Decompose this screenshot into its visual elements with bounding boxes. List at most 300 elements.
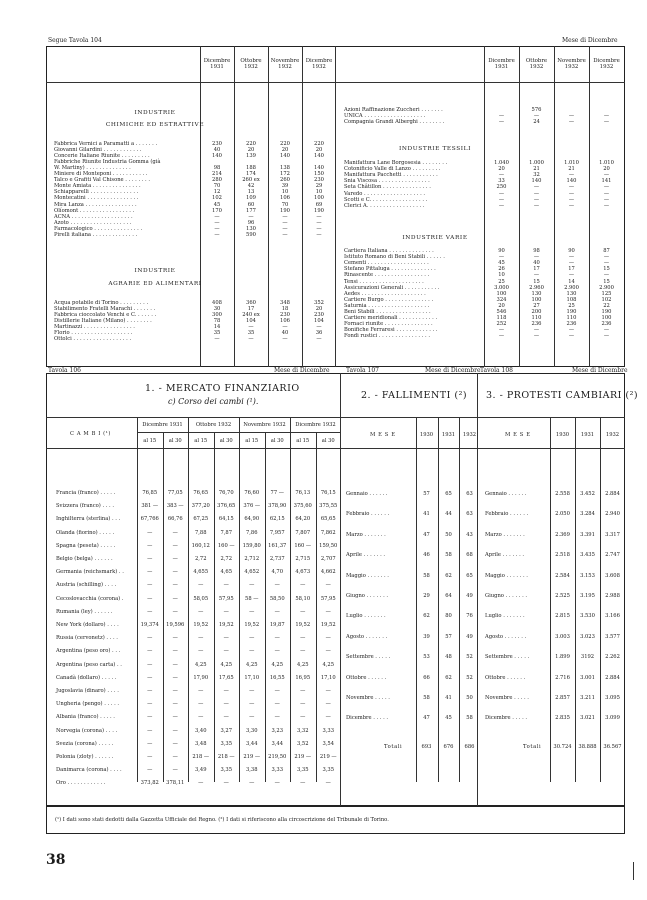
cambi-cell: — — [147, 754, 153, 760]
top-header-rule — [46, 82, 625, 83]
table-cell: 280 — [212, 177, 222, 184]
table-row-label: Cotonificio Valle di Lanzo . . . . . . . . . — [344, 166, 441, 173]
cambi-col-sub: al 30 — [168, 438, 182, 444]
cambi-cell: 3,48 — [194, 740, 207, 747]
section3-cell: 2.835 — [555, 715, 570, 722]
s3-mese-label: M E S E — [505, 432, 531, 438]
section2-cell: 58 — [423, 572, 430, 579]
section2-col-rule — [459, 417, 460, 782]
table-cell: 102 — [212, 195, 222, 202]
cambi-cell: — — [147, 701, 153, 708]
cambi-cell: 4,70 — [271, 569, 284, 576]
table-cell: 40 — [281, 330, 289, 337]
cambi-cell: 58,50 — [269, 595, 285, 602]
section2-cell: 39 — [423, 633, 430, 640]
cambi-cell: — — [198, 714, 204, 721]
section3-month-label: Marzo . . . . . . . — [485, 531, 525, 538]
table-cell: 250 — [496, 184, 507, 191]
cambi-cell: 17,90 — [193, 674, 209, 681]
table-cell: — — [603, 333, 610, 340]
section3-cell: 2.525 — [555, 593, 570, 599]
table-cell: 15 — [533, 278, 540, 285]
table-cell: 12 — [213, 189, 221, 196]
cambi-row-label: Argentina (peso oro) . . . — [56, 648, 121, 655]
section3-cell: 3.391 — [580, 531, 595, 538]
table-cell: — — [498, 202, 505, 209]
right-col-header: Novembre 1932 — [557, 58, 586, 71]
table-cell: 10 — [315, 189, 323, 196]
cambi-cell: — — [325, 648, 331, 655]
cambi-cell: 19,87 — [269, 622, 285, 628]
section3-col-rule — [600, 417, 601, 782]
table-cell: 1.000 — [529, 160, 544, 166]
cambi-cell: 7,88 — [194, 529, 207, 536]
table-cell: 190 — [601, 309, 612, 315]
table-row-label: Florio . . . . . . . . . . . . . . . . . . . — [54, 330, 133, 337]
section3-month-label: Ottobre . . . . . . — [485, 674, 526, 681]
table-cell: 39 — [281, 183, 289, 190]
table-cell: 236 — [601, 321, 612, 328]
cambi-cell: — — [172, 595, 178, 602]
section3-cell: 2.747 — [605, 552, 620, 559]
table-cell: 230 — [314, 177, 324, 184]
table-cell: 200 — [531, 309, 542, 315]
cambi-row-label: Belgio (belga) . . . . . . — [56, 556, 113, 562]
cambi-cell: 16,95 — [295, 674, 311, 681]
cambi-cell: 2,737 — [269, 556, 285, 562]
cambi-col-sub: al 15 — [143, 438, 157, 444]
section3-month-label: Dicembre . . . . . — [485, 715, 528, 722]
table-cell: 98 — [533, 248, 540, 254]
table-row-label: Pirelli italiana . . . . . . . . . . . . . . — [54, 231, 138, 238]
table-cell: 190 — [566, 309, 577, 315]
table-row-label: Fornaci riunite . . . . . . . . . . . . . . . — [344, 321, 433, 328]
table-row-label: ACNA . . . . . . . . . . . . . . . . . . . — [54, 213, 133, 220]
table-cell: 100 — [531, 296, 542, 303]
table-cell: 1.010 — [599, 160, 614, 166]
table-cell: — — [282, 324, 288, 331]
section2-cell: 49 — [466, 633, 473, 640]
table-row-label: Monte Amiata . . . . . . . . . . . . . . . — [54, 183, 141, 190]
cambi-cell: — — [172, 727, 178, 734]
cambi-cell: 383 — — [166, 503, 184, 510]
cambi-cell: — — [198, 635, 204, 642]
cambi-cell: — — [198, 582, 204, 589]
table-cell: 140 — [531, 178, 542, 185]
table-row-label: Farmacologico . . . . . . . . . . . . . . . — [54, 225, 143, 232]
table-cell: — — [568, 196, 575, 203]
table-cell: 69 — [315, 201, 323, 208]
cambi-cell: — — [325, 608, 331, 615]
table-cell: 150 — [314, 171, 324, 178]
cambi-cell: 378,90 — [268, 503, 287, 510]
table-cell: 348 — [280, 300, 290, 306]
cambi-row-label: Olanda (fiorino) . . . . . — [56, 529, 115, 536]
table-cell: — — [603, 254, 610, 261]
table-cell: — — [568, 190, 575, 197]
section3-cell: 3.452 — [580, 491, 595, 497]
section3-month-label: Novembre . . . . . — [485, 695, 529, 701]
table-cell: 188 — [246, 165, 256, 172]
cambi-cell: — — [198, 608, 204, 615]
table-row-label: Fabbrica Vernici a Paramatti a . . . . . . . — [54, 141, 158, 147]
cambi-cell: 19,596 — [166, 622, 185, 628]
cambi-cell: 375,60 — [293, 503, 312, 510]
cambi-cell: — — [274, 648, 280, 655]
cambi-row-label: Albania (franco) . . . . . — [56, 714, 115, 721]
cambi-row-label: Francia (franco) . . . . . — [56, 490, 116, 496]
section3-cell: 3.317 — [605, 531, 620, 538]
cambi-cell: — — [223, 608, 229, 615]
table-cell: 140 — [280, 153, 290, 160]
cambi-cell: — — [172, 608, 178, 615]
section3-month-label: Febbraio . . . . . . — [485, 511, 529, 518]
cambi-cell: — — [223, 701, 229, 708]
section3-totali-cell: 36.567 — [603, 743, 622, 750]
section3-cell: 3.099 — [605, 715, 620, 722]
cambi-row-label: Rumania (ley) . . . . . . — [56, 608, 113, 615]
cambi-cell: — — [249, 701, 255, 708]
table-cell: 240 ex — [242, 312, 260, 319]
table-row-label: Fabbrica cioccolato Venchi e C. . . . . . . — [54, 312, 157, 319]
section3-month-label: Settembre . . . . . — [485, 654, 530, 661]
cambi-cell: — — [172, 529, 178, 536]
cambi-cell: 159,80 — [242, 542, 261, 549]
table-cell: — — [603, 260, 610, 267]
table-cell: 352 — [314, 300, 324, 306]
cambi-cell: 218 — — [217, 754, 235, 760]
cambi-cell: 4,655 — [193, 569, 209, 576]
table-cell: — — [533, 184, 540, 191]
cambi-cell: 3,38 — [245, 767, 258, 774]
cambi-cell: — — [172, 648, 178, 655]
cambi-col-group: Ottobre 1932 — [195, 422, 232, 428]
section3-cell: 3.153 — [580, 572, 595, 579]
table-cell: — — [603, 172, 610, 179]
table-row-label: Azioni Raffinazione Zuccheri . . . . . . . — [344, 107, 443, 113]
table-cell: — — [533, 327, 540, 334]
cambi-cell: — — [300, 635, 306, 642]
table-cell: 172 — [280, 171, 290, 178]
table-cell: 45 — [498, 260, 505, 267]
cambi-row-label: Svezia (corona) . . . . . — [56, 740, 114, 747]
cambi-row-label: Norvegia (corona) . . . . — [56, 727, 118, 734]
cambi-row-label: Argentina (peso carta) . . — [56, 661, 122, 668]
section2-year-header: 1930 — [419, 432, 434, 438]
cambi-row-label: Austria (schilling) . . . . — [56, 582, 117, 589]
cambi-row-label: New York (dollaro) . . . . — [56, 622, 119, 628]
section-heading-chimiche-2: CHIMICHE ED ESTRATTIVE — [105, 122, 205, 128]
table-cell: 29 — [315, 183, 323, 190]
cambi-cell: — — [172, 569, 178, 576]
cambi-cell: — — [249, 714, 255, 721]
table-row-label: Manifattura Lane Borgosesia . . . . . . . . — [344, 160, 448, 166]
section3-month-label: Maggio . . . . . . . — [485, 572, 528, 579]
table-cell: — — [316, 231, 322, 238]
table-row-label: Concerie Italiane Riunite . . . . . . . . . — [54, 153, 150, 160]
cambi-cell: 19,52 — [244, 622, 260, 628]
table-cell: 546 — [496, 309, 507, 315]
table-cell: 20 — [281, 147, 289, 154]
cambi-col-sub: al 30 — [219, 438, 233, 444]
cambi-cell: 62,15 — [269, 516, 285, 523]
table-cell: 24 — [533, 119, 540, 126]
section-heading-agrarie-2: AGRARIE ED ALIMENTARI — [108, 281, 202, 287]
cambi-cell: 76,65 — [193, 490, 209, 496]
cambi-cell: — — [172, 661, 178, 668]
cambi-col-sub: al 15 — [194, 438, 208, 444]
table-cell: — — [533, 333, 540, 340]
table-cell: 140 — [314, 153, 324, 160]
section2-cell: 47 — [423, 531, 430, 538]
table-cell: 10 — [498, 272, 505, 279]
cambi-cell: — — [147, 569, 153, 576]
table-cell: — — [603, 113, 610, 120]
cambi-cell: — — [147, 727, 153, 734]
table-cell: 20 — [498, 166, 505, 173]
cambi-cell: — — [198, 648, 204, 655]
cambi-row-label: Danimarca (corona) . . . . — [56, 767, 122, 774]
cambi-cell: 3,44 — [245, 740, 258, 747]
cambi-cell: — — [249, 608, 255, 615]
table-cell: — — [498, 190, 505, 197]
table-cell: 140 — [566, 178, 577, 185]
table-cell: 230 — [212, 141, 222, 147]
table-cell: — — [316, 225, 322, 232]
cambi-cell: 64,15 — [218, 516, 234, 523]
table-cell: — — [533, 272, 540, 279]
table-cell: 96 — [247, 219, 255, 226]
cambi-cell: — — [325, 701, 331, 708]
table-cell: 2.900 — [564, 284, 579, 291]
table-cell: 18 — [281, 306, 289, 313]
section2-totali-cell: 693 — [421, 743, 432, 750]
cambi-cell: — — [147, 608, 153, 615]
cambi-cell: 3,30 — [245, 727, 258, 734]
table-cell: 220 — [314, 141, 324, 147]
table-row-label: Olíomont . . . . . . . . . . . . . . . . . — [54, 207, 135, 214]
section2-cell: 76 — [466, 613, 473, 620]
table-row-label: Aedes . . . . . . . . . . . . . . . . . . . . — [344, 290, 426, 297]
table-cell: 40 — [533, 260, 540, 267]
table-cell: — — [282, 336, 288, 343]
cambi-cell: 58,05 — [193, 595, 209, 602]
cambi-cell: 219 — — [319, 754, 337, 760]
section3-cell: 2.518 — [555, 552, 570, 559]
table-cell: 15 — [603, 266, 610, 273]
section3-cell: 3.608 — [605, 572, 620, 579]
table-cell: 78 — [213, 318, 221, 325]
cambi-cell: 77 — — [270, 490, 284, 496]
table-cell: 170 — [212, 207, 222, 214]
cambi-cell: — — [325, 780, 331, 787]
section3-year-header: 1932 — [605, 432, 620, 438]
cambi-cell: 19,52 — [193, 622, 209, 628]
section3-cell: 3.284 — [580, 511, 595, 518]
table-row-label: Distillerie Italiane (Milano) . . . . . . . . — [54, 318, 152, 325]
section2-month-label: Marzo . . . . . . . — [346, 531, 386, 538]
section2-totali-label: Totali — [384, 743, 403, 750]
cambi-cell: 160 — — [217, 542, 235, 549]
right-col-header: Dicembre 1931 — [488, 58, 515, 71]
table-cell: 108 — [566, 296, 577, 303]
cambi-cell: 160 — — [294, 542, 312, 549]
margin-mark — [633, 862, 634, 880]
section2-totali-cell: 686 — [464, 743, 475, 750]
table-row-label: Stefano Pittaluga . . . . . . . . . . . . . . — [344, 266, 436, 273]
section3-col-rule — [575, 417, 576, 782]
table-cell: 3.000 — [494, 284, 509, 291]
section3-cell: 3192 — [580, 654, 595, 661]
section2-month-label: Maggio . . . . . . . — [346, 572, 389, 579]
s23-head-rule-top — [340, 417, 625, 418]
table-cell: 25 — [568, 302, 575, 309]
cambi-row-label: Germania (reichsmark) . . — [56, 569, 124, 576]
section3-cell: 3.211 — [580, 695, 595, 701]
section2-month-label: Dicembre . . . . . — [346, 715, 389, 722]
table-cell: — — [603, 190, 610, 197]
cambi-cell: — — [147, 714, 153, 721]
cambi-row-label: Ungheria (pengo) . . . . . — [56, 701, 120, 708]
section2-cell: 53 — [423, 654, 430, 661]
cambi-cell: 3,35 — [220, 740, 233, 747]
cambi-row-label: Canadà (dollaro) . . . . . — [56, 674, 117, 681]
table-cell: 360 — [246, 300, 256, 306]
cambi-cell: 3,33 — [271, 767, 284, 774]
table-row-label: Azoto . . . . . . . . . . . . . . . . . . . — [54, 219, 132, 226]
cambi-cell: 373,82 — [140, 780, 159, 787]
cambi-cell: 3,52 — [296, 740, 309, 747]
cambi-col-sub: al 15 — [245, 438, 259, 444]
s1-head-rule-top — [46, 417, 341, 418]
table-row-label: Ottolci . . . . . . . . . . . . . . . . . . — [54, 336, 132, 343]
section2-month-label: Aprile . . . . . . . — [346, 552, 386, 559]
cambi-cell: — — [172, 542, 178, 549]
table-cell: — — [568, 119, 575, 126]
table-cell: 100 — [601, 315, 612, 322]
cambi-cell: 3,33 — [322, 727, 335, 734]
cambi-cell: 64,20 — [295, 516, 311, 523]
section3-month-label: Gennaio . . . . . . — [485, 491, 527, 497]
table-cell: — — [533, 190, 540, 197]
table-cell: 140 — [212, 153, 222, 160]
table-cell: 35 — [213, 330, 221, 337]
table-cell: — — [568, 260, 575, 267]
section3-cell: 2.815 — [555, 613, 570, 620]
cambi-cell: — — [223, 780, 229, 787]
table-cell: — — [568, 202, 575, 209]
section2-year-header: 1931 — [441, 432, 456, 438]
table-cell: 20 — [247, 147, 255, 154]
cambi-cell: 65,65 — [320, 516, 336, 523]
section2-cell: 58 — [445, 552, 452, 559]
cambi-cell: 4,662 — [320, 569, 336, 576]
section2-cell: 63 — [466, 511, 473, 518]
cambi-col-sub: al 15 — [296, 438, 310, 444]
section1-subtitle: c) Corso dei cambi (¹). — [168, 397, 259, 406]
table-cell: — — [603, 272, 610, 279]
table-row-label: W. Martiny) . . . . . . . . . . . . . . — [54, 165, 131, 172]
table-row-label: Talco e Grafiti Val Chisone . . . . . . . . — [54, 177, 150, 184]
cambi-cell: 57,95 — [320, 595, 336, 602]
table-cell: 260 — [280, 177, 290, 184]
table-cell: — — [282, 225, 288, 232]
s1-head-rule-bottom — [46, 448, 341, 449]
footnotes: (¹) I dati sono stati dedotti dalla Gazzetta Ufficiale del Regno. (²) I dati si riferiscono alla circoscrizione del Tribunale di Torino. — [55, 817, 389, 823]
table-row-label: Cartiere meridionali . . . . . . . . . . . . — [344, 315, 438, 322]
table-row-label: Bonifiche Ferraresi . . . . . . . . . . . . . — [344, 327, 438, 334]
table-row-label: Snia Viscosa . . . . . . . . . . . . . . . . — [344, 178, 430, 185]
section3-cell: 3.435 — [580, 552, 595, 559]
left-col-header: Novembre 1932 — [270, 58, 300, 71]
cambi-cell: — — [147, 661, 153, 668]
section2-month-label: Giugno . . . . . . . — [346, 593, 389, 599]
table-row-label: Scotti e C. . . . . . . . . . . . . . . . . . — [344, 196, 428, 203]
table-cell: — — [282, 231, 288, 238]
table-row-label: Fondi rustici . . . . . . . . . . . . . . . . — [344, 333, 430, 340]
cambi-cell: — — [274, 608, 280, 615]
cambi-cell: 219 — — [243, 754, 261, 760]
cambi-cell: 2,712 — [244, 556, 260, 562]
cambi-cell: — — [223, 582, 229, 589]
section-heading-tessili: INDUSTRIE TESSILI — [398, 146, 472, 152]
table-cell: — — [568, 327, 575, 334]
section-heading-agrarie-1: INDUSTRIE — [134, 268, 176, 274]
section2-cell: 58 — [423, 695, 430, 701]
cambi-cell: 7,807 — [295, 529, 311, 536]
section2-cell: 41 — [445, 695, 452, 701]
cambi-cell: 161,37 — [268, 542, 287, 549]
cambi-cell: — — [172, 701, 178, 708]
cambi-cell: — — [147, 529, 153, 536]
table-row-label: Cartiera Italiana . . . . . . . . . . . . . . — [344, 248, 434, 254]
section3-totali-cell: 30.724 — [553, 743, 572, 750]
table-cell: 20 — [498, 302, 505, 309]
section3-cell: 2.857 — [555, 695, 570, 701]
cambi-cell: — — [300, 780, 306, 787]
cambi-cell: 378,11 — [166, 780, 185, 787]
cambi-cell: — — [249, 688, 255, 694]
cambi-cell: — — [249, 780, 255, 787]
table-cell: 236 — [531, 321, 542, 328]
cambi-cell: — — [172, 688, 178, 694]
left-col-header: Dicembre 1931 — [203, 58, 231, 71]
right-col-header: Dicembre 1932 — [593, 58, 620, 71]
table-cell: 109 — [246, 195, 256, 202]
section3-cell: 2.558 — [555, 491, 570, 497]
table-cell: 10 — [281, 189, 289, 196]
section2-cell: 43 — [466, 531, 473, 538]
table-cell: — — [498, 172, 505, 179]
cambi-cell: — — [300, 608, 306, 615]
section3-cell: 3.003 — [555, 633, 570, 640]
cambi-cell: — — [172, 714, 178, 721]
right-col-header: Ottobre 1932 — [525, 58, 548, 71]
cambi-cell: — — [147, 767, 153, 774]
table-cell: 90 — [498, 248, 505, 254]
table-cell: — — [568, 184, 575, 191]
cambi-cell: — — [249, 635, 255, 642]
section2-cell: 50 — [466, 695, 473, 701]
cambi-cell: — — [172, 635, 178, 642]
cambi-cell: — — [325, 582, 331, 589]
table-cell: — — [316, 336, 322, 343]
section3-totali-label: Totali — [523, 743, 542, 750]
cambi-row-label: Oro . . . . . . . . . . . . — [56, 780, 106, 787]
cambi-cell: — — [274, 780, 280, 787]
section2-year-header: 1932 — [462, 432, 477, 438]
cambi-cell: 76,60 — [244, 490, 260, 496]
